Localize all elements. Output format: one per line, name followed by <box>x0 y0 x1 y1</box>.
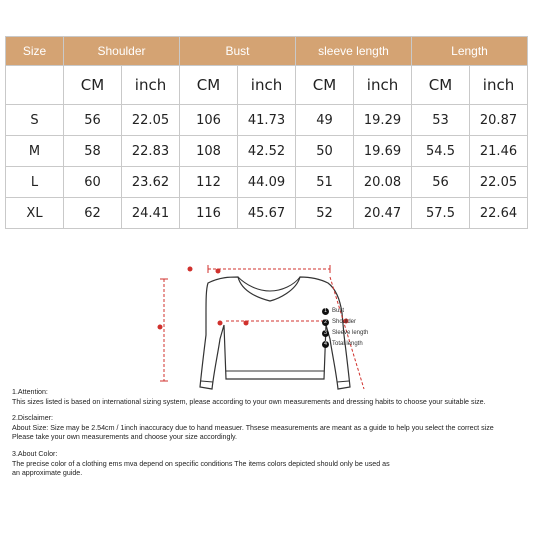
legend-item <box>322 339 368 350</box>
value-cell: 22.64 <box>470 198 528 229</box>
value-cell: 19.69 <box>354 136 412 167</box>
color-text: The precise color of a clothing ems mva depend on specific conditions The items colors depicted should only be used as <box>12 459 390 468</box>
value-cell: 112 <box>180 167 238 198</box>
value-cell: 53 <box>412 105 470 136</box>
size-chart-table <box>5 36 528 229</box>
legend-item <box>322 306 368 317</box>
value-cell: 21.46 <box>470 136 528 167</box>
unit-cell: CM <box>296 66 354 105</box>
color-title: 3.About Color: <box>12 449 58 458</box>
value-cell: 60 <box>64 167 122 198</box>
value-cell: 58 <box>64 136 122 167</box>
value-cell: 20.08 <box>354 167 412 198</box>
legend-item <box>322 317 368 328</box>
value-cell: 62 <box>64 198 122 229</box>
legend-label: Total length <box>332 341 363 347</box>
legend-item <box>322 328 368 339</box>
value-cell: 54.5 <box>412 136 470 167</box>
legend-label: Sleeve length <box>332 330 369 336</box>
unit-cell: inch <box>354 66 412 105</box>
header-bust: Bust <box>180 37 296 66</box>
value-cell: 45.67 <box>238 198 296 229</box>
table-row <box>6 105 528 136</box>
size-cell: L <box>6 167 64 198</box>
units-blank <box>6 66 64 105</box>
value-cell: 116 <box>180 198 238 229</box>
size-cell: M <box>6 136 64 167</box>
value-cell: 50 <box>296 136 354 167</box>
value-cell: 41.73 <box>238 105 296 136</box>
value-cell: 108 <box>180 136 238 167</box>
table-header-row <box>6 37 528 66</box>
notes-section <box>12 388 528 479</box>
disclaimer-text: About Size: Size may be 2.54cm / 1inch inaccuracy due to hand measuer. Thsese measurements are meant as a guide to help you select the correct size <box>12 423 494 432</box>
value-cell: 22.05 <box>122 105 180 136</box>
legend-label: Bust <box>332 308 345 314</box>
value-cell: 20.47 <box>354 198 412 229</box>
unit-cell: inch <box>470 66 528 105</box>
attention-title: 1.Attention: <box>12 388 48 396</box>
legend-number: 1 <box>322 308 329 315</box>
color-text: an approximate guide. <box>12 469 83 478</box>
value-cell: 49 <box>296 105 354 136</box>
legend-number: 4 <box>322 341 329 348</box>
unit-cell: inch <box>238 66 296 105</box>
value-cell: 20.87 <box>470 105 528 136</box>
units-row <box>6 66 528 105</box>
size-cell: XL <box>6 198 64 229</box>
value-cell: 22.05 <box>470 167 528 198</box>
unit-cell: CM <box>412 66 470 105</box>
value-cell: 22.83 <box>122 136 180 167</box>
unit-cell: CM <box>180 66 238 105</box>
header-length: Length <box>412 37 528 66</box>
table-row <box>6 198 528 229</box>
unit-cell: inch <box>122 66 180 105</box>
legend-number: 2 <box>322 319 329 326</box>
unit-cell: CM <box>64 66 122 105</box>
value-cell: 23.62 <box>122 167 180 198</box>
header-shoulder: Shoulder <box>64 37 180 66</box>
value-cell: 52 <box>296 198 354 229</box>
value-cell: 56 <box>64 105 122 136</box>
disclaimer-title: 2.Disclaimer: <box>12 414 53 423</box>
disclaimer-text: Please take your own measurements and choose your size accordingly. <box>12 433 238 442</box>
header-sleeve-length: sleeve length <box>296 37 412 66</box>
value-cell: 24.41 <box>122 198 180 229</box>
value-cell: 51 <box>296 167 354 198</box>
value-cell: 56 <box>412 167 470 198</box>
attention-text: This sizes listed is based on international sizing system, please according to your own measurements and dressing habits to choose your suitable size. <box>12 397 486 406</box>
size-cell: S <box>6 105 64 136</box>
value-cell: 57.5 <box>412 198 470 229</box>
legend-label: Shoulder <box>332 319 357 325</box>
table-row <box>6 167 528 198</box>
legend-number: 3 <box>322 330 329 337</box>
header-size: Size <box>6 37 64 66</box>
table-row <box>6 136 528 167</box>
value-cell: 42.52 <box>238 136 296 167</box>
value-cell: 44.09 <box>238 167 296 198</box>
measurement-legend <box>322 306 368 350</box>
value-cell: 19.29 <box>354 105 412 136</box>
value-cell: 106 <box>180 105 238 136</box>
